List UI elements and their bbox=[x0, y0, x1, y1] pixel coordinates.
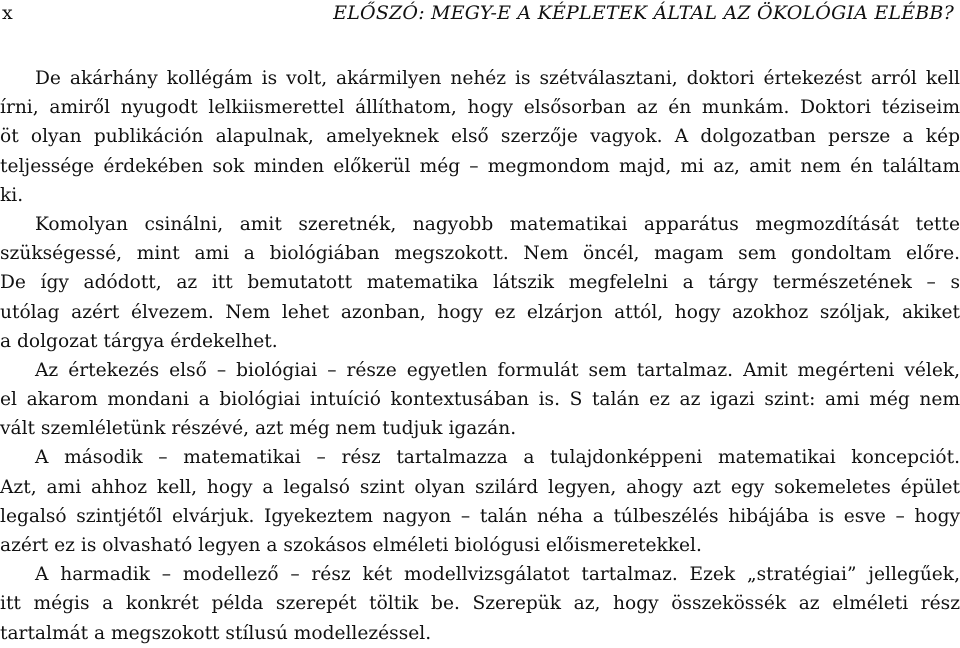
paragraph-line: De így adódott, az itt bemutatott matematika látszik megfelelni a tárgy természetének – s bbox=[0, 272, 960, 294]
paragraph-line: azért ez is olvasható legyen a szokásos elméleti biológusi előismeretekkel. bbox=[0, 535, 702, 556]
paragraph-line: itt mégis a konkrét példa szerepét töltik be. Szerepük az, hogy összekössék az elméleti rész bbox=[0, 593, 960, 615]
paragraph-line: el akarom mondani a biológiai intuíció kontextusában is. S talán ez az igazi szint: ami még nem bbox=[0, 389, 960, 411]
paragraph-line: Komolyan csinálni, amit szeretnék, nagyobb matematikai apparátus megmozdítását tette bbox=[35, 213, 960, 235]
running-header bbox=[0, 2, 960, 26]
paragraph-line: utólag azért élvezem. Nem lehet azonban, hogy ez elzárjon attól, hogy azokhoz szóljak, akiket bbox=[0, 301, 960, 323]
chapter-title: ELŐSZÓ: MEGY-E A KÉPLETEK ÁLTAL AZ ÖKOLÓGIA ELÉBB? bbox=[333, 2, 954, 24]
page-number: x bbox=[2, 2, 13, 24]
body-text bbox=[0, 64, 960, 648]
paragraph-line: A harmadik – modellező – rész két modellvizsgálatot tartalmaz. Ezek „stratégiai” jellegűek, bbox=[35, 564, 960, 586]
paragraph-line: írni, amiről nyugodt lelkiismerettel állíthatom, hogy elsősorban az én munkám. Doktori téziseim bbox=[0, 97, 960, 119]
paragraph-line: vált szemléletünk részévé, azt még nem tudjuk igazán. bbox=[0, 418, 517, 440]
paragraph-line: szükségessé, mint ami a biológiában megszokott. Nem öncél, magam sem gondoltam előre. bbox=[0, 243, 960, 265]
paragraph-line: teljessége érdekében sok minden előkerül még – megmondom majd, mi az, amit nem én találtam bbox=[0, 155, 960, 177]
paragraph-line: legalsó szintjétől elvárjuk. Igyekeztem nagyon – talán néha a túlbeszélés hibájába is esve – hogy bbox=[0, 505, 960, 527]
paragraph-line: Az értekezés első – biológiai – része egyetlen formulát sem tartalmaz. Amit megérteni vélek, bbox=[35, 359, 960, 381]
paragraph-line: a dolgozat tárgya érdekelhet. bbox=[0, 330, 278, 352]
paragraph-line: ki. bbox=[0, 184, 24, 206]
paragraph-line: A második – matematikai – rész tartalmazza a tulajdonképpeni matematikai koncepciót. bbox=[35, 447, 960, 469]
paragraph-line: tartalmát a megszokott stílusú modellezéssel. bbox=[0, 622, 432, 644]
paragraph-line: öt olyan publikáción alapulnak, amelyeknek első szerzője vagyok. A dolgozatban persze a kép bbox=[0, 126, 960, 148]
paragraph-line: Azt, ami ahhoz kell, hogy a legalsó szint olyan szilárd legyen, ahogy azt egy sokemeletes épület bbox=[0, 476, 960, 498]
paragraph-line: De akárhány kollégám is volt, akármilyen nehéz is szétválasztani, doktori értekezést arról kell bbox=[35, 68, 960, 89]
